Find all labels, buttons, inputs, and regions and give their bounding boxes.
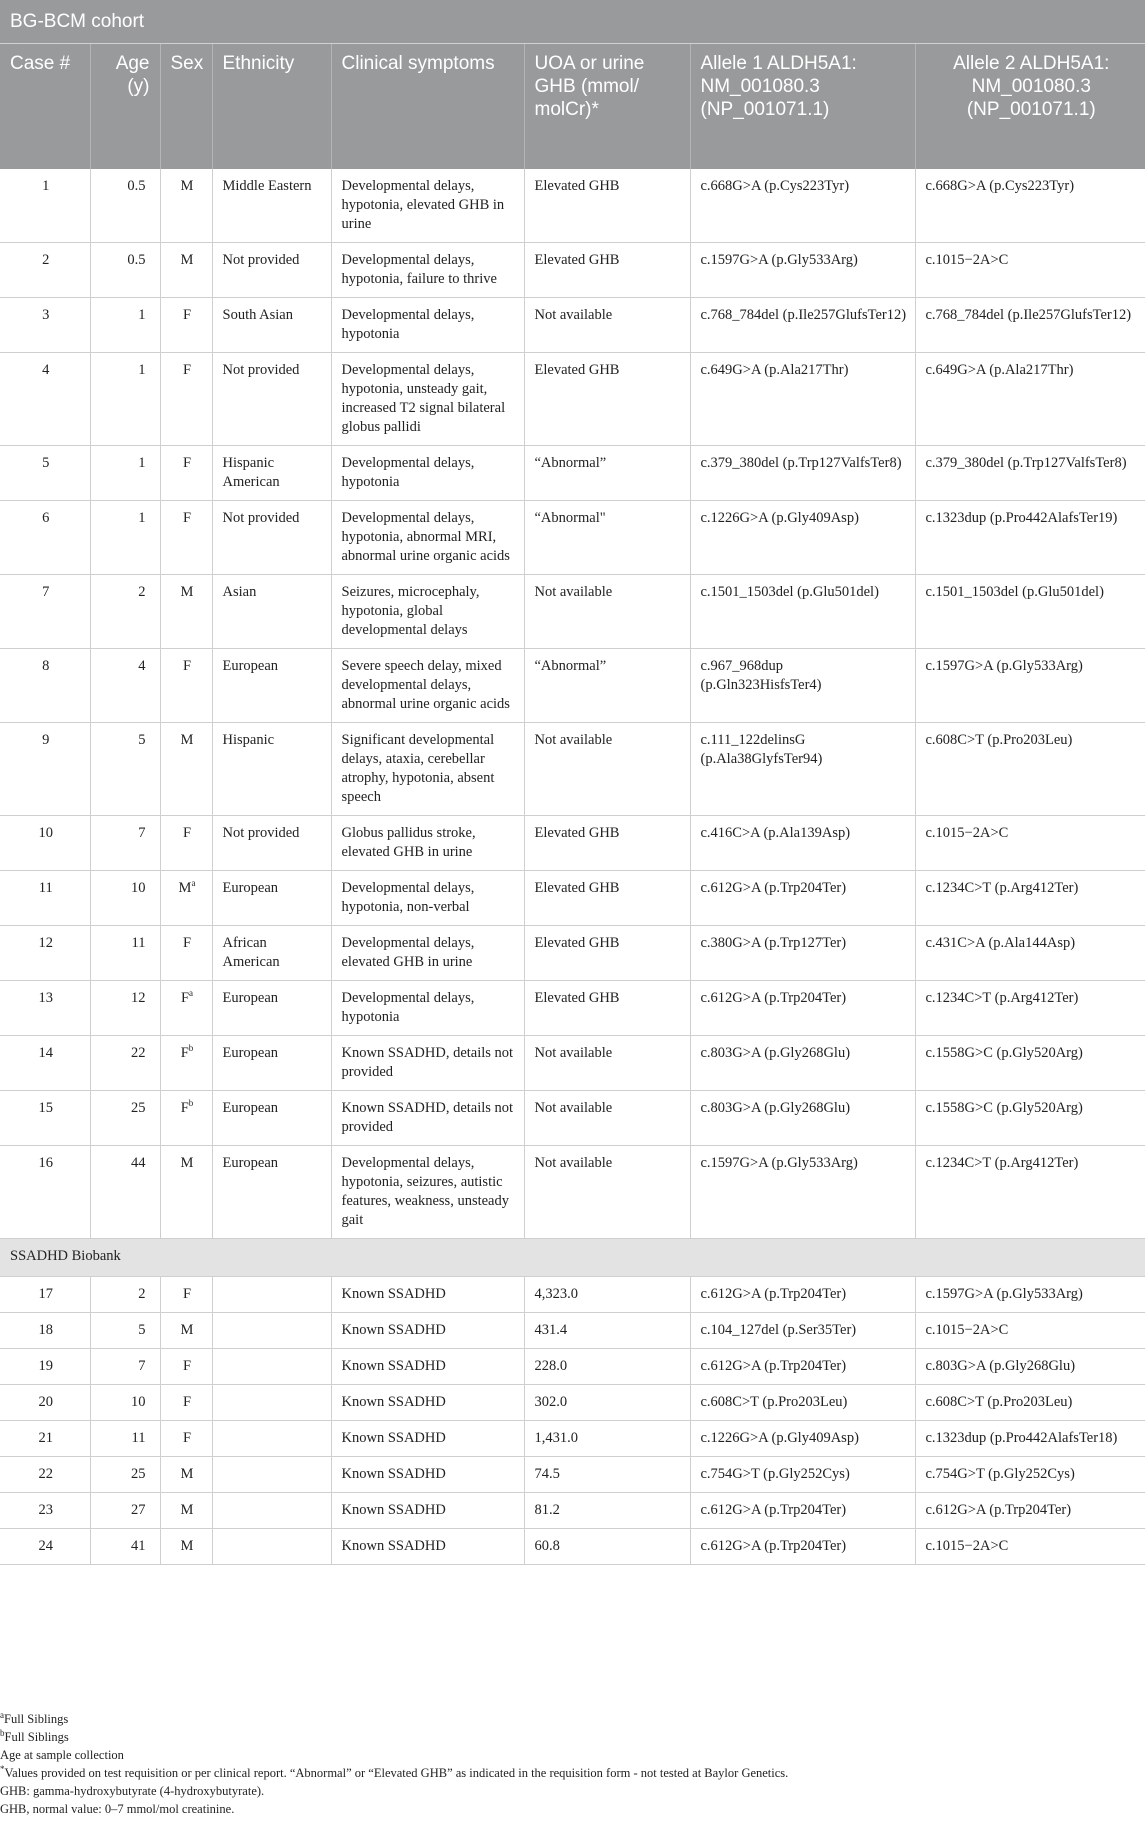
uoa-cell: “Abnormal"	[524, 500, 690, 574]
age-cell: 1	[90, 352, 160, 445]
uoa-cell: 81.2	[524, 1492, 690, 1528]
table-row	[0, 1348, 1145, 1384]
sex-cell	[160, 352, 212, 445]
allele1-cell: c.754G>T (p.Gly252Cys)	[690, 1456, 915, 1492]
sex-value: M	[180, 1465, 194, 1482]
allele1-cell: c.649G>A (p.Ala217Thr)	[690, 352, 915, 445]
symptoms-cell: Developmental delays, hypotonia	[331, 297, 524, 352]
age-cell: 27	[90, 1492, 160, 1528]
allele2-cell: c.1015−2A>C	[915, 815, 1145, 870]
sex-cell	[160, 1528, 212, 1564]
symptoms-cell: Known SSADHD	[331, 1312, 524, 1348]
age-cell: 1	[90, 297, 160, 352]
sex-value: F	[182, 1285, 192, 1302]
age-cell: 10	[90, 1384, 160, 1420]
symptoms-cell: Developmental delays, hypotonia, elevated GHB in urine	[331, 169, 524, 243]
symptoms-cell: Developmental delays, hypotonia, abnormal MRI, abnormal urine organic acids	[331, 500, 524, 574]
sex-value: M	[180, 583, 194, 600]
allele1-cell: c.612G>A (p.Trp204Ter)	[690, 1348, 915, 1384]
case-number: 24	[0, 1528, 90, 1564]
table-row	[0, 1528, 1145, 1564]
symptoms-cell: Known SSADHD	[331, 1492, 524, 1528]
table-row	[0, 1145, 1145, 1238]
case-number: 11	[0, 870, 90, 925]
biobank-title: SSADHD Biobank	[0, 1238, 1145, 1276]
allele2-cell: c.612G>A (p.Trp204Ter)	[915, 1492, 1145, 1528]
ethnicity-cell	[212, 1528, 331, 1564]
allele1-cell: c.612G>A (p.Trp204Ter)	[690, 1528, 915, 1564]
case-number: 3	[0, 297, 90, 352]
allele1-cell: c.380G>A (p.Trp127Ter)	[690, 925, 915, 980]
symptoms-cell: Developmental delays, hypotonia, seizures, autistic features, weakness, unsteady gait	[331, 1145, 524, 1238]
allele2-cell: c.1558G>C (p.Gly520Arg)	[915, 1035, 1145, 1090]
sex-cell	[160, 242, 212, 297]
ethnicity-cell: Not provided	[212, 242, 331, 297]
ethnicity-cell	[212, 1276, 331, 1312]
ethnicity-cell: European	[212, 1035, 331, 1090]
footnote-text: Full Siblings	[4, 1730, 69, 1744]
symptoms-cell: Known SSADHD	[331, 1528, 524, 1564]
symptoms-cell: Known SSADHD	[331, 1348, 524, 1384]
table-row	[0, 722, 1145, 815]
allele1-cell: c.612G>A (p.Trp204Ter)	[690, 870, 915, 925]
case-number: 20	[0, 1384, 90, 1420]
table-row	[0, 1035, 1145, 1090]
age-cell: 0.5	[90, 169, 160, 243]
age-cell: 7	[90, 1348, 160, 1384]
header-allele1: Allele 1 ALDH5A1: NM_001080.3 (NP_001071.1)	[690, 44, 915, 169]
age-cell: 4	[90, 648, 160, 722]
bgbcm-table-body	[0, 169, 1145, 1239]
allele2-cell: c.1501_1503del (p.Glu501del)	[915, 574, 1145, 648]
allele1-cell: c.612G>A (p.Trp204Ter)	[690, 1276, 915, 1312]
ethnicity-cell	[212, 1420, 331, 1456]
table-row	[0, 445, 1145, 500]
cohort-title-row	[0, 0, 1145, 44]
footnote-text: GHB: gamma-hydroxybutyrate (4-hydroxybutyrate).	[0, 1784, 265, 1798]
sibling-footnote-marker: b	[188, 1097, 194, 1108]
sex-cell	[160, 1492, 212, 1528]
ethnicity-cell	[212, 1456, 331, 1492]
uoa-cell: “Abnormal”	[524, 648, 690, 722]
footnote-marker: *	[0, 1763, 5, 1774]
allele2-cell: c.1323dup (p.Pro442AlafsTer18)	[915, 1420, 1145, 1456]
allele2-cell: c.649G>A (p.Ala217Thr)	[915, 352, 1145, 445]
ethnicity-cell	[212, 1492, 331, 1528]
age-cell: 10	[90, 870, 160, 925]
case-number: 17	[0, 1276, 90, 1312]
sex-value: F	[182, 934, 192, 951]
sex-cell	[160, 297, 212, 352]
ethnicity-cell: Asian	[212, 574, 331, 648]
symptoms-cell: Known SSADHD	[331, 1384, 524, 1420]
allele1-cell: c.416C>A (p.Ala139Asp)	[690, 815, 915, 870]
allele2-cell: c.1234C>T (p.Arg412Ter)	[915, 1145, 1145, 1238]
uoa-cell: Not available	[524, 574, 690, 648]
sex-value: F	[182, 1429, 192, 1446]
allele1-cell: c.1226G>A (p.Gly409Asp)	[690, 500, 915, 574]
table-row	[0, 500, 1145, 574]
age-cell: 1	[90, 500, 160, 574]
table-row	[0, 352, 1145, 445]
case-number: 6	[0, 500, 90, 574]
table-row	[0, 1456, 1145, 1492]
uoa-cell: Elevated GHB	[524, 870, 690, 925]
sex-value: M	[180, 251, 194, 268]
table-row	[0, 648, 1145, 722]
uoa-cell: Not available	[524, 297, 690, 352]
sex-value: M	[180, 1154, 194, 1171]
cohort-title: BG-BCM cohort	[0, 0, 1145, 44]
sex-cell	[160, 1312, 212, 1348]
allele1-cell: c.608C>T (p.Pro203Leu)	[690, 1384, 915, 1420]
allele1-cell: c.967_968dup (p.Gln323HisfsTer4)	[690, 648, 915, 722]
case-number: 21	[0, 1420, 90, 1456]
ethnicity-cell: European	[212, 870, 331, 925]
age-cell: 22	[90, 1035, 160, 1090]
ethnicity-cell: European	[212, 648, 331, 722]
allele1-cell: c.803G>A (p.Gly268Glu)	[690, 1035, 915, 1090]
case-number: 18	[0, 1312, 90, 1348]
uoa-cell: Elevated GHB	[524, 925, 690, 980]
header-age: Age (y)	[90, 44, 160, 169]
table-row	[0, 574, 1145, 648]
symptoms-cell: Developmental delays, hypotonia, unsteady gait, increased T2 signal bilateral globus pallidi	[331, 352, 524, 445]
sex-cell	[160, 648, 212, 722]
ethnicity-cell	[212, 1348, 331, 1384]
case-number: 8	[0, 648, 90, 722]
allele2-cell: c.1015−2A>C	[915, 1312, 1145, 1348]
allele2-cell: c.754G>T (p.Gly252Cys)	[915, 1456, 1145, 1492]
case-number: 7	[0, 574, 90, 648]
age-cell: 11	[90, 1420, 160, 1456]
allele2-cell: c.1558G>C (p.Gly520Arg)	[915, 1090, 1145, 1145]
sex-cell	[160, 445, 212, 500]
table-row	[0, 1276, 1145, 1312]
footnote	[0, 1782, 1145, 1800]
table-row	[0, 1420, 1145, 1456]
sex-value: F	[182, 454, 192, 471]
age-cell: 7	[90, 815, 160, 870]
symptoms-cell: Seizures, microcephaly, hypotonia, global developmental delays	[331, 574, 524, 648]
footnote	[0, 1746, 1145, 1764]
sex-cell	[160, 870, 212, 925]
case-number: 19	[0, 1348, 90, 1384]
sex-value: M	[180, 1537, 194, 1554]
sex-value: F	[182, 1393, 192, 1410]
allele1-cell: c.668G>A (p.Cys223Tyr)	[690, 169, 915, 243]
symptoms-cell: Severe speech delay, mixed developmental delays, abnormal urine organic acids	[331, 648, 524, 722]
allele1-cell: c.1597G>A (p.Gly533Arg)	[690, 1145, 915, 1238]
case-number: 2	[0, 242, 90, 297]
allele2-cell: c.1234C>T (p.Arg412Ter)	[915, 870, 1145, 925]
table-row	[0, 297, 1145, 352]
table-row	[0, 980, 1145, 1035]
footnote-text: Age at sample collection	[0, 1748, 124, 1762]
case-number: 23	[0, 1492, 90, 1528]
footnote	[0, 1800, 1145, 1818]
symptoms-cell: Known SSADHD	[331, 1420, 524, 1456]
allele1-cell: c.111_122delinsG (p.Ala38GlyfsTer94)	[690, 722, 915, 815]
header-case: Case #	[0, 44, 90, 169]
symptoms-cell: Known SSADHD	[331, 1456, 524, 1492]
sex-cell	[160, 1456, 212, 1492]
sex-value: F	[180, 1099, 189, 1116]
ethnicity-cell	[212, 1312, 331, 1348]
case-number: 12	[0, 925, 90, 980]
table-row	[0, 1090, 1145, 1145]
ethnicity-cell: European	[212, 1145, 331, 1238]
ethnicity-cell	[212, 1384, 331, 1420]
sex-cell	[160, 1348, 212, 1384]
table-row	[0, 815, 1145, 870]
case-number: 15	[0, 1090, 90, 1145]
age-cell: 5	[90, 722, 160, 815]
allele2-cell: c.431C>A (p.Ala144Asp)	[915, 925, 1145, 980]
allele1-cell: c.768_784del (p.Ile257GlufsTer12)	[690, 297, 915, 352]
footnote-text: GHB, normal value: 0–7 mmol/mol creatinine.	[0, 1802, 235, 1816]
sex-value: F	[182, 824, 192, 841]
allele2-cell: c.379_380del (p.Trp127ValfsTer8)	[915, 445, 1145, 500]
case-number: 4	[0, 352, 90, 445]
table-row	[0, 1384, 1145, 1420]
case-number: 1	[0, 169, 90, 243]
ethnicity-cell: Hispanic American	[212, 445, 331, 500]
sex-value: F	[180, 989, 190, 1006]
sex-cell	[160, 169, 212, 243]
sex-value: M	[178, 879, 192, 896]
sex-cell	[160, 925, 212, 980]
case-number: 14	[0, 1035, 90, 1090]
ethnicity-cell: Middle Eastern	[212, 169, 331, 243]
ethnicity-cell: Not provided	[212, 352, 331, 445]
sex-cell	[160, 815, 212, 870]
biobank-title-row	[0, 1238, 1145, 1276]
header-symptoms: Clinical symptoms	[331, 44, 524, 169]
uoa-cell: Not available	[524, 722, 690, 815]
uoa-cell: Elevated GHB	[524, 242, 690, 297]
symptoms-cell: Developmental delays, hypotonia	[331, 445, 524, 500]
allele1-cell: c.1226G>A (p.Gly409Asp)	[690, 1420, 915, 1456]
allele2-cell: c.768_784del (p.Ile257GlufsTer12)	[915, 297, 1145, 352]
sex-cell	[160, 1090, 212, 1145]
sibling-footnote-marker: a	[189, 987, 194, 998]
ethnicity-cell: European	[212, 1090, 331, 1145]
uoa-cell: Elevated GHB	[524, 169, 690, 243]
footnote	[0, 1764, 1145, 1782]
allele2-cell: c.1015−2A>C	[915, 1528, 1145, 1564]
age-cell: 2	[90, 574, 160, 648]
symptoms-cell: Globus pallidus stroke, elevated GHB in urine	[331, 815, 524, 870]
sex-value: M	[180, 177, 194, 194]
allele1-cell: c.104_127del (p.Ser35Ter)	[690, 1312, 915, 1348]
sex-value: F	[182, 306, 192, 323]
footnotes	[0, 1710, 1145, 1818]
symptoms-cell: Known SSADHD, details not provided	[331, 1090, 524, 1145]
symptoms-cell: Developmental delays, elevated GHB in urine	[331, 925, 524, 980]
footnote	[0, 1728, 1145, 1746]
symptoms-cell: Developmental delays, hypotonia, non-verbal	[331, 870, 524, 925]
symptoms-cell: Developmental delays, hypotonia	[331, 980, 524, 1035]
table-row	[0, 1492, 1145, 1528]
ethnicity-cell: South Asian	[212, 297, 331, 352]
age-cell: 25	[90, 1456, 160, 1492]
allele2-cell: c.1597G>A (p.Gly533Arg)	[915, 648, 1145, 722]
table-row	[0, 242, 1145, 297]
header-allele2: Allele 2 ALDH5A1: NM_001080.3 (NP_001071.1)	[915, 44, 1145, 169]
age-cell: 5	[90, 1312, 160, 1348]
age-cell: 41	[90, 1528, 160, 1564]
symptoms-cell: Developmental delays, hypotonia, failure to thrive	[331, 242, 524, 297]
sex-cell	[160, 1420, 212, 1456]
header-uoa: UOA or urine GHB (mmol/ molCr)*	[524, 44, 690, 169]
case-number: 13	[0, 980, 90, 1035]
sex-cell	[160, 574, 212, 648]
footnote-text: Values provided on test requisition or per clinical report. “Abnormal” or “Elevated GHB” as indicated in the requisition form - not tested at Baylor Genetics.	[4, 1766, 789, 1780]
age-cell: 0.5	[90, 242, 160, 297]
footnote-text: Full Siblings	[4, 1712, 69, 1726]
uoa-cell: “Abnormal”	[524, 445, 690, 500]
allele1-cell: c.1501_1503del (p.Glu501del)	[690, 574, 915, 648]
allele2-cell: c.1597G>A (p.Gly533Arg)	[915, 1276, 1145, 1312]
allele2-cell: c.1323dup (p.Pro442AlafsTer19)	[915, 500, 1145, 574]
sex-value: F	[182, 361, 192, 378]
age-cell: 12	[90, 980, 160, 1035]
ethnicity-cell: European	[212, 980, 331, 1035]
sex-cell	[160, 1145, 212, 1238]
case-number: 5	[0, 445, 90, 500]
sibling-footnote-marker: b	[188, 1042, 194, 1053]
age-cell: 44	[90, 1145, 160, 1238]
allele1-cell: c.612G>A (p.Trp204Ter)	[690, 1492, 915, 1528]
symptoms-cell: Known SSADHD, details not provided	[331, 1035, 524, 1090]
uoa-cell: 60.8	[524, 1528, 690, 1564]
table-row	[0, 1312, 1145, 1348]
footnote	[0, 1710, 1145, 1728]
ethnicity-cell: African American	[212, 925, 331, 980]
sex-value: F	[182, 1357, 192, 1374]
allele1-cell: c.803G>A (p.Gly268Glu)	[690, 1090, 915, 1145]
ethnicity-cell: Not provided	[212, 500, 331, 574]
age-cell: 25	[90, 1090, 160, 1145]
uoa-cell: 431.4	[524, 1312, 690, 1348]
ethnicity-cell: Not provided	[212, 815, 331, 870]
uoa-cell: Elevated GHB	[524, 352, 690, 445]
uoa-cell: 228.0	[524, 1348, 690, 1384]
uoa-cell: Elevated GHB	[524, 980, 690, 1035]
footnote-marker: a	[0, 1709, 4, 1720]
allele2-cell: c.608C>T (p.Pro203Leu)	[915, 722, 1145, 815]
table-row	[0, 169, 1145, 243]
uoa-cell: Not available	[524, 1035, 690, 1090]
ethnicity-cell: Hispanic	[212, 722, 331, 815]
allele1-cell: c.379_380del (p.Trp127ValfsTer8)	[690, 445, 915, 500]
allele2-cell: c.608C>T (p.Pro203Leu)	[915, 1384, 1145, 1420]
biobank-table-body	[0, 1238, 1145, 1564]
header-row	[0, 44, 1145, 169]
allele2-cell: c.1015−2A>C	[915, 242, 1145, 297]
uoa-cell: 4,323.0	[524, 1276, 690, 1312]
header-ethnicity: Ethnicity	[212, 44, 331, 169]
allele1-cell: c.612G>A (p.Trp204Ter)	[690, 980, 915, 1035]
sex-cell	[160, 1276, 212, 1312]
sex-cell	[160, 1035, 212, 1090]
sex-cell	[160, 980, 212, 1035]
sex-value: F	[182, 657, 192, 674]
sex-value: M	[180, 1501, 194, 1518]
sex-value: F	[180, 1044, 189, 1061]
sex-value: M	[180, 1321, 194, 1338]
uoa-cell: 74.5	[524, 1456, 690, 1492]
uoa-cell: Not available	[524, 1090, 690, 1145]
sibling-footnote-marker: a	[191, 877, 196, 888]
footnote-marker: b	[0, 1727, 5, 1738]
allele1-cell: c.1597G>A (p.Gly533Arg)	[690, 242, 915, 297]
allele2-cell: c.1234C>T (p.Arg412Ter)	[915, 980, 1145, 1035]
allele2-cell: c.803G>A (p.Gly268Glu)	[915, 1348, 1145, 1384]
sex-value: M	[180, 731, 194, 748]
uoa-cell: Elevated GHB	[524, 815, 690, 870]
uoa-cell: Not available	[524, 1145, 690, 1238]
table-row	[0, 925, 1145, 980]
case-number: 10	[0, 815, 90, 870]
uoa-cell: 302.0	[524, 1384, 690, 1420]
sex-cell	[160, 500, 212, 574]
case-number: 16	[0, 1145, 90, 1238]
age-cell: 2	[90, 1276, 160, 1312]
symptoms-cell: Significant developmental delays, ataxia, cerebellar atrophy, hypotonia, absent speech	[331, 722, 524, 815]
age-cell: 11	[90, 925, 160, 980]
allele2-cell: c.668G>A (p.Cys223Tyr)	[915, 169, 1145, 243]
uoa-cell: 1,431.0	[524, 1420, 690, 1456]
age-cell: 1	[90, 445, 160, 500]
header-sex: Sex	[160, 44, 212, 169]
sex-cell	[160, 1384, 212, 1420]
table-row	[0, 870, 1145, 925]
case-number: 22	[0, 1456, 90, 1492]
symptoms-cell: Known SSADHD	[331, 1276, 524, 1312]
case-number: 9	[0, 722, 90, 815]
sex-cell	[160, 722, 212, 815]
sex-value: F	[182, 509, 192, 526]
